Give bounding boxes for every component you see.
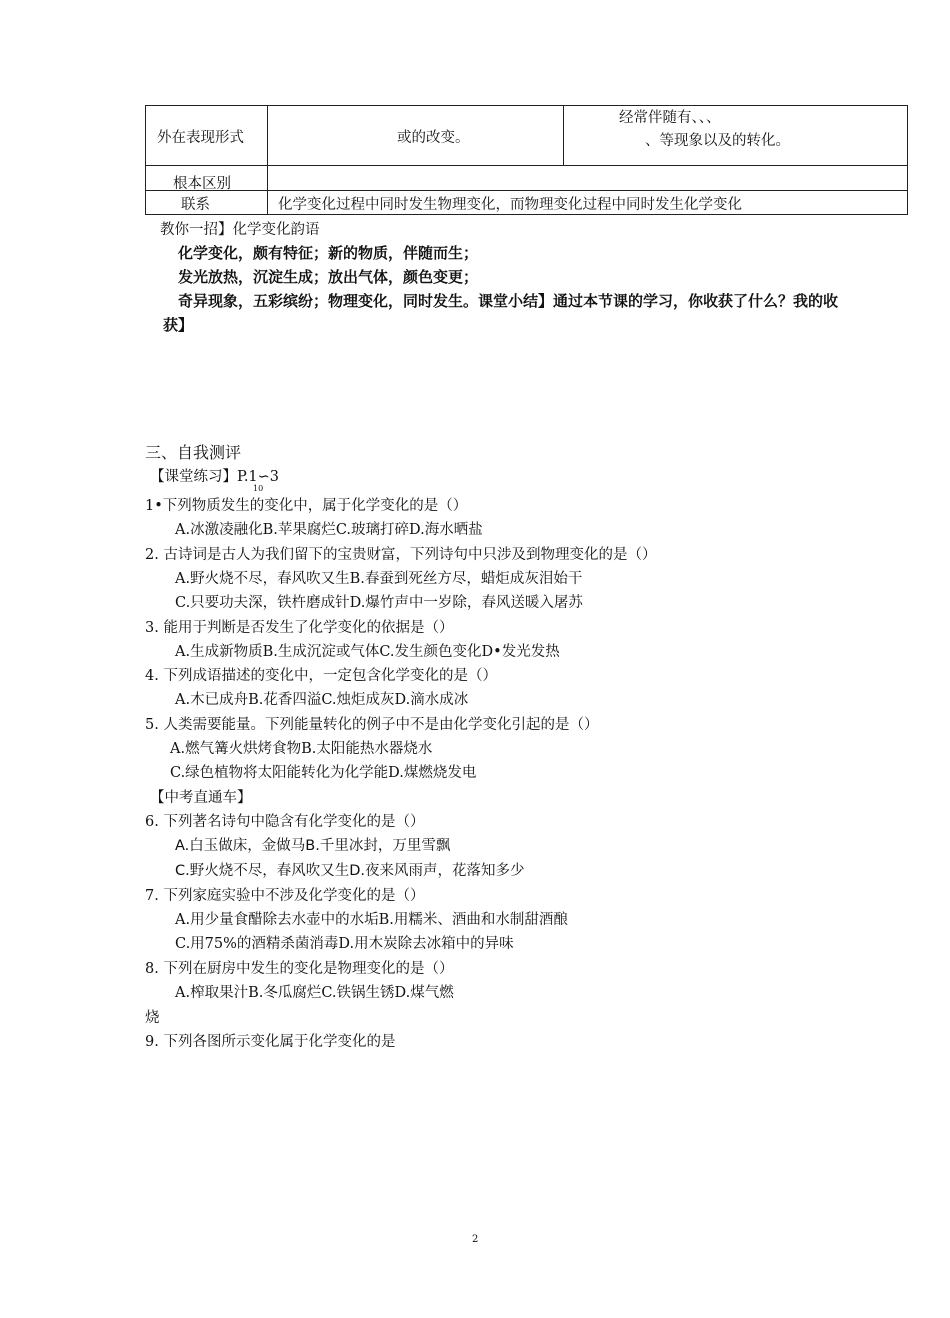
question-2-options-a: A.野火烧不尽，春风吹又生B.春蚕到死丝方尽，蜡炬成灰泪始干 — [175, 571, 583, 587]
question-4: 4. 下列成语描述的变化中，一定包含化学变化的是（） — [145, 668, 497, 684]
question-3: 3. 能用于判断是否发生了化学变化的依据是（） — [145, 620, 454, 636]
question-9: 9. 下列各图所示变化属于化学变化的是 — [145, 1034, 396, 1050]
question-8-options: A.榨取果汁B.冬瓜腐烂C.铁锅生锈D.煤气燃 — [175, 985, 454, 1001]
question-6-options-a: A.白玉做床，金做马B.千里冰封，万里雪飘 — [175, 838, 451, 854]
question-7: 7. 下列家庭实验中不涉及化学变化的是（） — [145, 888, 425, 904]
question-1: 1•下列物质发生的变化中，属于化学变化的是（） — [145, 498, 468, 514]
question-8: 8. 下列在厨房中发生的变化是物理变化的是（） — [145, 961, 454, 977]
table-row-divider — [145, 165, 908, 166]
table-border-right — [907, 105, 908, 215]
question-7-options-a: A.用少量食醋除去水壶中的水垢B.用糯米、酒曲和水制甜酒酿 — [175, 912, 568, 928]
section-title: 三、自我测评 — [145, 443, 242, 462]
table-border-bottom — [145, 214, 908, 215]
table-col-divider — [563, 105, 564, 166]
question-6: 6. 下列著名诗句中隐含有化学变化的是（） — [145, 814, 425, 830]
question-1-options: A.冰激凌融化B.苹果腐烂C.玻璃打碎D.海水晒盐 — [175, 522, 483, 538]
cell-chemical-form-line1: 经常伴随有、、、 — [619, 110, 721, 126]
tip-heading: 教你一招】化学变化韵语 — [160, 222, 320, 238]
cell-physical-form: 或的改变。 — [397, 130, 470, 146]
table-border-left — [145, 105, 146, 215]
cell-relation: 化学变化过程中同时发生物理变化，而物理变化过程中同时发生化学变化 — [278, 197, 742, 213]
tip-line-3: 奇异现象，五彩缤纷；物理变化，同时发生。课堂小结】通过本节课的学习，你收获了什么？我的收 — [178, 292, 839, 310]
comparison-table — [145, 105, 908, 215]
question-2: 2. 古诗词是古人为我们留下的宝贵财富，下列诗句中只涉及到物理变化的是（） — [145, 547, 657, 563]
question-7-options-c: C.用75%的酒精杀菌消毒D.用木炭除去冰箱中的异味 — [175, 936, 514, 952]
cell-chemical-form-line2: 、等现象以及的转化。 — [645, 133, 790, 149]
table-border-top — [145, 105, 908, 106]
page-number: 2 — [472, 1234, 479, 1245]
question-5-options-a: A.燃气篝火烘烤食物B.太阳能热水器烧水 — [170, 741, 433, 757]
question-6-options-c: C.野火烧不尽，春风吹又生D.夜来风雨声，花落知多少 — [175, 863, 525, 879]
tip-line-1: 化学变化，颇有特征；新的物质，伴随而生； — [178, 244, 479, 262]
question-2-options-c: C.只要功夫深，铁杵磨成针D.爆竹声中一岁除，春风送暖入屠苏 — [175, 595, 583, 611]
question-8-wrap: 烧 — [145, 1010, 160, 1026]
row-label-form: 外在表现形式 — [157, 130, 244, 146]
question-5: 5. 人类需要能量。下列能量转化的例子中不是由化学变化引起的是（） — [145, 717, 599, 733]
question-4-options: A.木已成舟B.花香四溢C.烛炬成灰D.滴水成冰 — [175, 692, 469, 708]
practice-label: 【课堂练习】P.1∽3 — [150, 469, 280, 485]
row-label-difference: 根本区别 — [173, 176, 231, 192]
exam-label: 【中考直通车】 — [150, 790, 252, 806]
superscript-note: 10 — [253, 484, 264, 493]
tip-line-4: 获】 — [163, 316, 194, 334]
question-5-options-c: C.绿色植物将太阳能转化为化学能D.煤燃烧发电 — [170, 765, 477, 781]
row-label-relation: 联系 — [181, 197, 210, 213]
table-row-divider — [145, 190, 908, 191]
table-col-divider — [267, 105, 268, 215]
tip-line-2: 发光放热，沉淀生成；放出气体，颜色变更； — [178, 268, 479, 286]
question-3-options: A.生成新物质B.生成沉淀或气体C.发生颜色变化D•发光发热 — [175, 644, 560, 660]
